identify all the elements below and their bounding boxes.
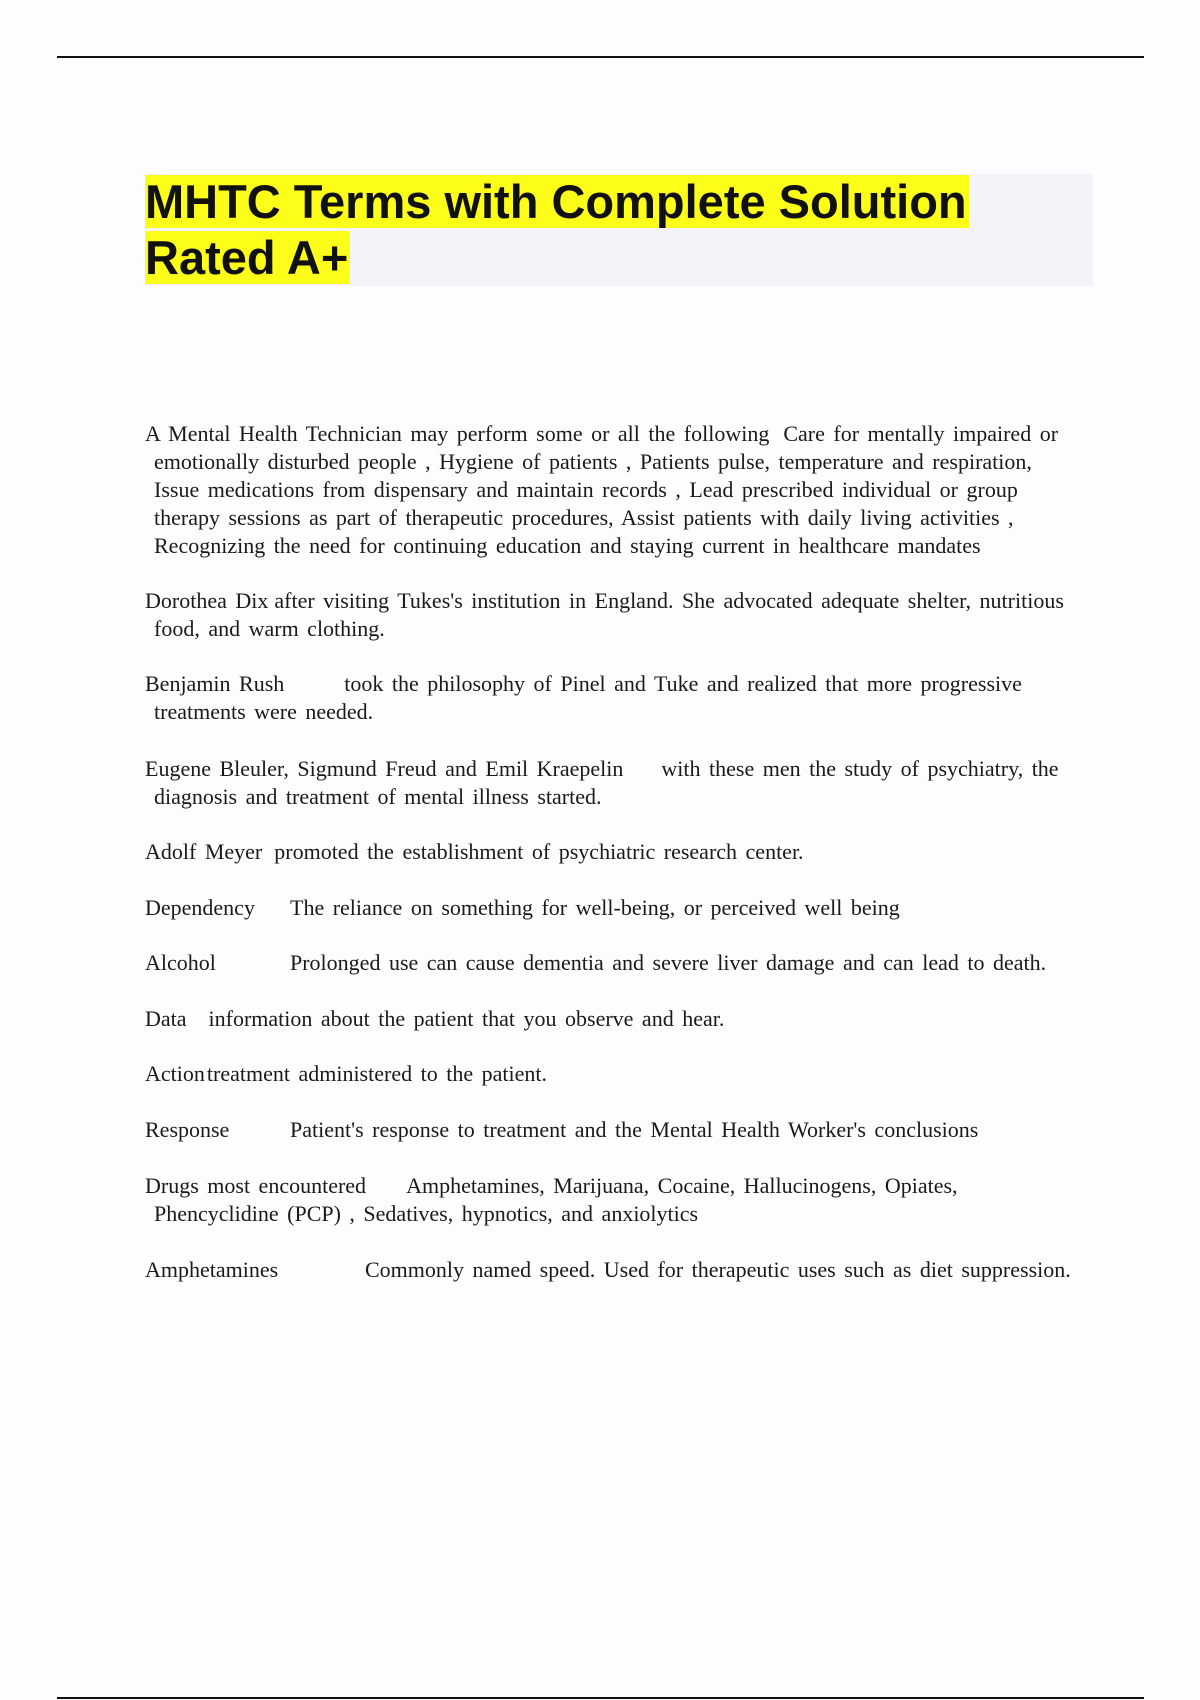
term: Action — [145, 1061, 205, 1086]
term: Adolf Meyer — [145, 839, 263, 864]
term-entry — [145, 1172, 1085, 1228]
term-entry — [145, 420, 1085, 560]
term-list — [145, 420, 1085, 1284]
term: A Mental Health Technician may perform some or all the following — [145, 421, 770, 446]
term-entry — [145, 1005, 1085, 1033]
term-entry — [145, 1116, 1085, 1144]
term-entry — [145, 949, 1085, 977]
definition: after visiting Tukes's institution in England. She advocated adequate shelter, nutritious food, and warm clothing. — [154, 588, 1064, 641]
page-title-text: MHTC Terms with Complete Solution Rated A+ — [145, 175, 967, 284]
term: Data — [145, 1006, 187, 1031]
definition: Care for mentally impaired or emotionally disturbed people , Hygiene of patients , Patients pulse, temperature and respiration, Issue medications from dispensary and maintain records , Lead prescribed individual or group therapy sessions as part of therapeutic procedures, Assist patients with daily living activities , Recognizing the need for continuing education and staying current in healthcare mandates — [154, 421, 1059, 558]
definition: information about the patient that you observe and hear. — [208, 1006, 725, 1031]
term: Dependency — [145, 895, 255, 920]
page-title — [145, 174, 1093, 286]
term: Drugs most encountered — [145, 1173, 367, 1198]
term: Alcohol — [145, 950, 216, 975]
term: Dorothea Dix — [145, 588, 269, 613]
term-entry — [145, 670, 1085, 726]
title-block — [145, 174, 1093, 286]
footer-rule — [57, 1697, 1144, 1699]
term-entry — [145, 755, 1085, 811]
term: Amphetamines — [145, 1257, 279, 1282]
definition: Prolonged use can cause dementia and severe liver damage and can lead to death. — [290, 950, 1047, 975]
term-entry — [145, 587, 1085, 643]
definition: Amphetamines, Marijuana, Cocaine, Hallucinogens, Opiates, Phencyclidine (PCP) , Sedatives, hypnotics, and anxiolytics — [154, 1173, 958, 1226]
header-rule — [57, 56, 1144, 58]
term: Response — [145, 1117, 230, 1142]
term: Benjamin Rush — [145, 671, 285, 696]
term-entry — [145, 1060, 1085, 1088]
definition: treatment administered to the patient. — [206, 1061, 547, 1086]
definition: took the philosophy of Pinel and Tuke and realized that more progressive treatments were needed. — [154, 671, 1022, 724]
definition: with these men the study of psychiatry, the diagnosis and treatment of mental illness started. — [154, 756, 1059, 809]
definition: Commonly named speed. Used for therapeutic uses such as diet suppression. — [365, 1257, 1071, 1282]
term: Eugene Bleuler, Sigmund Freud and Emil Kraepelin — [145, 756, 624, 781]
term-entry — [145, 894, 1085, 922]
term-entry — [145, 1256, 1085, 1284]
definition: The reliance on something for well-being, or perceived well being — [290, 895, 900, 920]
definition: Patient's response to treatment and the Mental Health Worker's conclusions — [290, 1117, 979, 1142]
definition: promoted the establishment of psychiatric research center. — [274, 839, 804, 864]
term-entry — [145, 838, 1085, 866]
